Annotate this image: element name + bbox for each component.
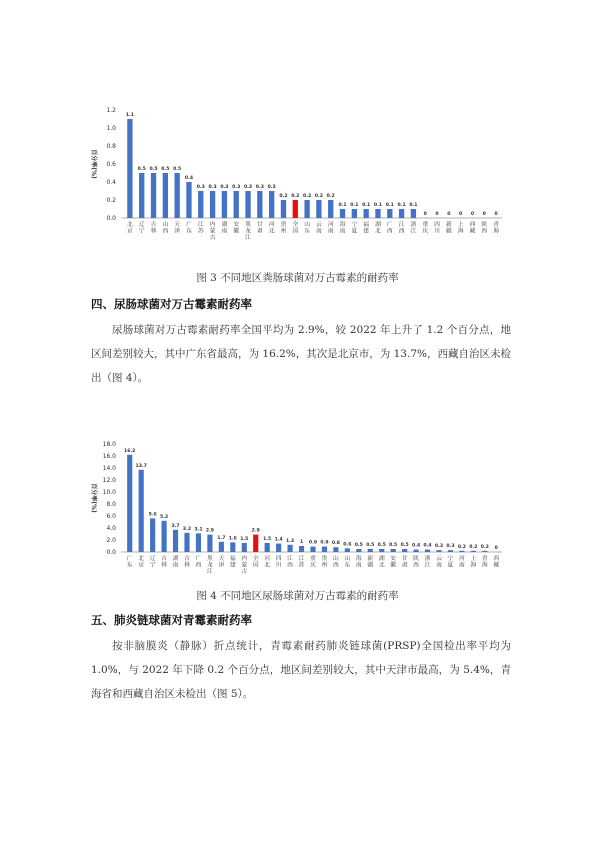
data-label: 0.3 xyxy=(267,185,276,190)
bar xyxy=(242,543,247,552)
bar xyxy=(186,182,191,218)
data-label: 0.1 xyxy=(373,203,383,208)
data-label: 0.5 xyxy=(389,543,398,548)
x-tick-label: 北京 xyxy=(127,222,133,235)
data-label: 0.1 xyxy=(385,203,394,208)
y-tick-label: 0.2 xyxy=(106,197,116,204)
bar xyxy=(379,549,384,552)
bar xyxy=(293,200,298,218)
x-tick-label: 四川 xyxy=(434,222,440,235)
data-label: 5.6 xyxy=(148,512,157,518)
data-label: 0 xyxy=(494,212,498,217)
data-label: 1.5 xyxy=(240,537,249,542)
x-tick-label: 广西 xyxy=(386,222,393,235)
bar xyxy=(368,549,373,552)
data-label: 0.3 xyxy=(196,185,205,190)
bar xyxy=(411,209,416,218)
bar xyxy=(139,173,144,218)
x-tick-label: 甘肃 xyxy=(256,222,263,235)
bar xyxy=(322,547,327,552)
data-label: 0.3 xyxy=(434,544,444,550)
data-label: 0.2 xyxy=(279,194,288,199)
x-tick-label: 全国 xyxy=(252,556,259,569)
data-label: 0.5 xyxy=(149,167,158,172)
x-tick-label: 辽宁 xyxy=(138,222,145,235)
x-tick-label: 山东 xyxy=(344,556,351,569)
x-tick-label: 广西 xyxy=(195,556,202,569)
bar xyxy=(198,191,203,218)
data-label: 0.4 xyxy=(184,176,194,181)
x-tick-label: 青海 xyxy=(493,222,499,235)
x-tick-label: 湖北 xyxy=(378,556,385,569)
x-tick-label: 浙江 xyxy=(424,556,431,569)
data-label: 0.5 xyxy=(400,543,409,548)
x-tick-label: 西藏 xyxy=(469,222,476,235)
bar xyxy=(162,521,167,552)
y-tick-label: 1.0 xyxy=(106,125,116,132)
x-tick-label: 贵州 xyxy=(280,222,287,235)
data-label: 0 xyxy=(435,212,439,217)
data-label: 0.5 xyxy=(354,543,363,548)
bar xyxy=(304,200,309,218)
bar xyxy=(310,547,315,552)
data-label: 0.1 xyxy=(362,203,371,208)
bar xyxy=(436,550,441,552)
y-tick-label: 2.0 xyxy=(106,537,116,544)
bar xyxy=(471,551,476,552)
y-tick-label: 12.0 xyxy=(102,477,116,484)
bar xyxy=(150,518,155,552)
data-label: 2.9 xyxy=(251,528,260,534)
bar xyxy=(482,551,487,552)
data-label: 0.6 xyxy=(343,542,352,548)
bar xyxy=(173,530,178,552)
x-tick-label: 山东 xyxy=(304,222,310,235)
x-tick-label: 海南 xyxy=(339,222,346,235)
bar xyxy=(127,455,132,552)
x-tick-label: 河南 xyxy=(327,222,334,235)
bar xyxy=(399,209,404,218)
y-tick-label: 18.0 xyxy=(102,441,116,448)
data-label: 1.5 xyxy=(263,537,272,542)
x-tick-label: 福建 xyxy=(229,556,236,569)
y-tick-label: 6.0 xyxy=(106,513,116,520)
data-label: 0.5 xyxy=(366,543,375,548)
data-label: 3.1 xyxy=(194,527,203,533)
bar xyxy=(288,545,293,552)
bar xyxy=(127,119,132,218)
data-label: 13.7 xyxy=(135,463,147,469)
x-tick-label: 江苏 xyxy=(298,556,305,569)
data-label: 0 xyxy=(470,212,475,217)
data-label: 3.7 xyxy=(171,523,180,529)
data-label: 1.1 xyxy=(125,113,134,118)
data-label: 0.2 xyxy=(314,194,323,199)
bar xyxy=(265,543,270,552)
data-label: 0.5 xyxy=(173,167,182,172)
bar xyxy=(230,542,235,552)
bar xyxy=(414,550,419,552)
figure-3-chart xyxy=(84,98,514,248)
data-label: 0.2 xyxy=(303,194,312,199)
data-label: 2.9 xyxy=(205,528,214,534)
x-tick-label: 浙江 xyxy=(410,222,417,235)
x-tick-label: 甘肃 xyxy=(401,556,408,569)
data-label: 0.9 xyxy=(308,540,318,546)
x-tick-label: 上海 xyxy=(470,556,477,569)
section-4-heading: 四、尿肠球菌对万古霉素耐药率 xyxy=(91,297,252,311)
x-tick-label: 西藏 xyxy=(493,556,500,569)
data-label: 0.2 xyxy=(326,194,335,199)
x-tick-label: 宁夏 xyxy=(351,222,358,235)
x-tick-label: 新疆 xyxy=(367,556,374,569)
x-tick-label: 云南 xyxy=(436,556,442,569)
x-tick-label: 吉林 xyxy=(150,222,157,235)
data-label: 0 xyxy=(494,546,498,551)
x-tick-label: 陕西 xyxy=(413,556,419,569)
data-label: 0.4 xyxy=(412,543,421,549)
bar xyxy=(328,200,333,218)
y-tick-label: 0.6 xyxy=(106,161,116,168)
y-tick-label: 0.0 xyxy=(106,549,116,556)
figure-4-caption: 图 4 不同地区尿肠球菌对万古霉素的耐药率 xyxy=(196,590,399,602)
x-tick-label: 安徽 xyxy=(390,556,397,569)
data-label: 0.3 xyxy=(208,185,217,190)
bar xyxy=(222,191,227,218)
data-label: 0.8 xyxy=(331,541,340,547)
data-label: 0 xyxy=(423,212,427,217)
data-label: 0.1 xyxy=(338,203,347,208)
bar xyxy=(345,548,350,552)
x-tick-label: 贵州 xyxy=(321,556,328,569)
x-tick-label: 江西 xyxy=(287,556,293,569)
bar xyxy=(448,550,453,552)
x-tick-label: 青海 xyxy=(481,556,488,569)
x-tick-label: 江苏 xyxy=(197,222,204,235)
y-tick-label: 10.0 xyxy=(102,489,116,496)
y-tick-label: 14.0 xyxy=(102,465,116,472)
bar xyxy=(375,209,380,218)
data-label: 0.3 xyxy=(220,185,229,190)
x-tick-label: 黑龙江 xyxy=(245,222,251,242)
bar xyxy=(363,209,368,218)
x-tick-label: 重庆 xyxy=(422,222,429,235)
data-label: 0.5 xyxy=(137,167,146,172)
bar xyxy=(139,470,144,552)
data-label: 0.3 xyxy=(243,185,253,190)
data-label: 0.2 xyxy=(291,194,300,199)
x-tick-label: 广东 xyxy=(186,222,192,235)
bar xyxy=(174,173,179,218)
data-label: 1.7 xyxy=(217,535,226,541)
x-tick-label: 辽宁 xyxy=(149,556,156,569)
x-tick-label: 安徽 xyxy=(233,222,240,235)
data-label: 0.1 xyxy=(350,203,359,208)
data-label: 0 xyxy=(459,212,463,217)
bar xyxy=(257,191,262,218)
bar xyxy=(269,191,274,218)
section-5-paragraph: 按非脑膜炎（静脉）折点统计，青霉素耐药肺炎链球菌(PRSP)全国检出率平均为 1.0%，与 2022 年下降 0.2 个百分点，地区间差别较大，其中天津市最高，为 5.4%，青海省和西藏自治区未检出（图 5）。 xyxy=(91,640,511,700)
x-tick-label: 山西 xyxy=(333,556,339,569)
data-label: 0.1 xyxy=(409,203,418,208)
figure-4-svg xyxy=(84,432,514,582)
bar xyxy=(387,209,392,218)
data-label: 1.4 xyxy=(274,537,283,543)
data-label: 0.3 xyxy=(232,185,241,190)
x-tick-label: 海南 xyxy=(355,556,362,569)
x-tick-label: 河北 xyxy=(264,556,271,569)
bar xyxy=(276,544,281,552)
bar xyxy=(316,200,321,218)
bar xyxy=(184,533,189,552)
x-tick-label: 内蒙古 xyxy=(241,556,248,576)
bar xyxy=(151,173,156,218)
y-tick-label: 1.2 xyxy=(106,107,116,114)
data-label: 0.2 xyxy=(457,544,466,550)
x-tick-label: 天津 xyxy=(218,556,225,569)
bar xyxy=(210,191,215,218)
bar xyxy=(207,535,212,552)
bar xyxy=(352,209,357,218)
y-tick-label: 4.0 xyxy=(106,525,116,532)
bar xyxy=(402,549,407,552)
x-tick-label: 重庆 xyxy=(310,556,316,569)
x-tick-label: 黑龙江 xyxy=(207,556,213,576)
x-tick-label: 云南 xyxy=(316,222,322,235)
data-label: 5.2 xyxy=(160,514,169,520)
y-tick-label: 8.0 xyxy=(106,501,116,508)
y-axis-label: 百分率(%) xyxy=(90,483,97,513)
x-tick-label: 山西 xyxy=(162,222,169,235)
data-label: 0.9 xyxy=(320,540,329,546)
section-5-heading: 五、肺炎链球菌对青霉素耐药率 xyxy=(91,613,252,627)
x-tick-label: 江西 xyxy=(398,222,405,235)
y-tick-label: 0.4 xyxy=(106,179,116,186)
x-tick-label: 福建 xyxy=(363,222,370,235)
x-tick-label: 湖南 xyxy=(221,222,228,235)
x-tick-label: 吉林 xyxy=(184,556,190,569)
figure-4-chart xyxy=(84,432,514,582)
x-tick-label: 天津 xyxy=(174,222,181,235)
data-label: 1.2 xyxy=(286,538,295,544)
data-label: 3.2 xyxy=(182,526,192,532)
bar xyxy=(253,535,258,552)
data-label: 0.1 xyxy=(397,203,406,208)
section-4-paragraph: 尿肠球菌对万古霉素耐药率全国平均为 2.9%，较 2022 年上升了 1.2 个百分点，地区间差别较大，其中广东省最高，为 16.2%，其次是北京市，为 13.7%，西藏自治区未检出（图 4）。 xyxy=(91,324,511,384)
data-label: 0 xyxy=(447,212,451,217)
bar xyxy=(299,546,304,552)
x-tick-label: 内蒙古 xyxy=(209,222,216,242)
x-tick-label: 陕西 xyxy=(481,222,488,235)
bar xyxy=(281,200,286,218)
bar xyxy=(459,551,464,552)
x-tick-label: 河南 xyxy=(459,556,465,569)
bar xyxy=(340,209,345,218)
bar xyxy=(245,191,250,218)
bar xyxy=(163,173,168,218)
x-tick-label: 全国 xyxy=(292,222,299,235)
data-label: 0 xyxy=(482,212,486,217)
data-label: 0.2 xyxy=(469,544,478,550)
data-label: 0.5 xyxy=(161,167,170,172)
x-tick-label: 四川 xyxy=(275,556,282,569)
y-tick-label: 0.8 xyxy=(106,143,116,150)
y-axis-label: 百分率(%) xyxy=(90,149,97,179)
data-label: 0.3 xyxy=(255,185,264,190)
data-label: 0.4 xyxy=(423,543,432,549)
data-label: 0.3 xyxy=(446,544,455,550)
bar xyxy=(356,549,361,552)
x-tick-label: 湖南 xyxy=(172,556,179,569)
data-label: 1.6 xyxy=(228,536,237,542)
bar xyxy=(391,549,396,552)
data-label: 0.2 xyxy=(480,544,489,550)
x-tick-label: 上海 xyxy=(457,222,464,235)
x-tick-label: 北京 xyxy=(138,556,145,569)
figure-3-svg xyxy=(84,98,514,248)
x-tick-label: 新疆 xyxy=(445,222,452,235)
data-label: 0.5 xyxy=(377,543,386,548)
bar xyxy=(196,533,201,552)
x-tick-label: 吉林 xyxy=(161,556,167,569)
bar xyxy=(234,191,239,218)
y-tick-label: 0.0 xyxy=(106,215,116,222)
bar xyxy=(219,542,224,552)
bar xyxy=(425,550,430,552)
x-tick-label: 河北 xyxy=(268,222,275,235)
data-label: 1 xyxy=(299,540,304,545)
y-tick-label: 16.0 xyxy=(102,453,116,460)
data-label: 16.2 xyxy=(124,448,136,454)
bar xyxy=(333,547,338,552)
x-tick-label: 湖北 xyxy=(375,222,381,235)
x-tick-label: 宁夏 xyxy=(447,556,454,569)
figure-3-caption: 图 3 不同地区粪肠球菌对万古霉素的耐药率 xyxy=(196,272,399,284)
x-tick-label: 广东 xyxy=(126,556,133,569)
